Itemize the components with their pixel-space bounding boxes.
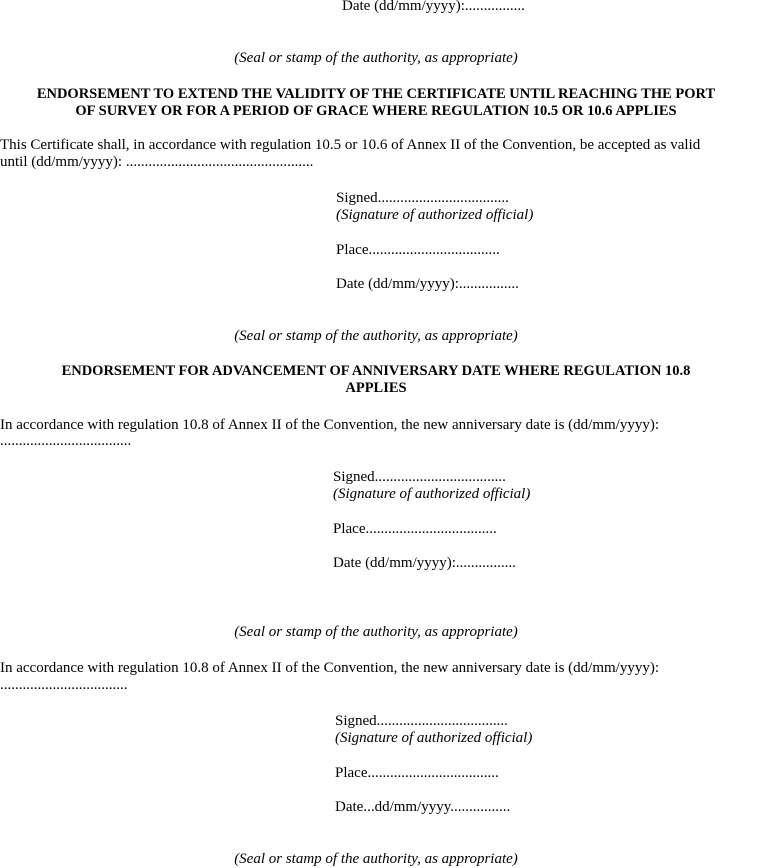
section1-place-line: Place...................................: [336, 242, 500, 258]
section2-heading-line1: ENDORSEMENT FOR ADVANCEMENT OF ANNIVERSARY DATE WHERE REGULATION 10.8: [61, 363, 691, 379]
section2-signed-line: Signed...................................: [333, 469, 506, 485]
section1-heading-line1: ENDORSEMENT TO EXTEND THE VALIDITY OF THE CERTIFICATE UNTIL REACHING THE PORT: [36, 86, 716, 102]
section1-seal-note: (Seal or stamp of the authority, as appropriate): [234, 328, 518, 344]
top-date-line: Date (dd/mm/yyyy):................: [342, 0, 525, 14]
section1-paragraph-line2: until (dd/mm/yyyy): ..................................................: [0, 154, 314, 170]
top-seal-note: (Seal or stamp of the authority, as appropriate): [234, 50, 518, 66]
section2-date-line: Date (dd/mm/yyyy):................: [333, 555, 516, 571]
section3-seal-note: (Seal or stamp of the authority, as appropriate): [234, 851, 518, 867]
section2-signature-note: (Signature of authorized official): [333, 486, 531, 502]
section1-signed-line: Signed...................................: [336, 190, 509, 206]
section3-signature-note: (Signature of authorized official): [335, 730, 533, 746]
section1-signature-note: (Signature of authorized official): [336, 207, 534, 223]
section3-signed-line: Signed...................................: [335, 713, 508, 729]
section1-heading-line2: OF SURVEY OR FOR A PERIOD OF GRACE WHERE REGULATION 10.5 OR 10.6 APPLIES: [75, 103, 677, 119]
section3-place-line: Place...................................: [335, 765, 499, 781]
section1-paragraph-line1: This Certificate shall, in accordance with regulation 10.5 or 10.6 of Annex II of the Convention, be accepted as valid: [0, 137, 701, 153]
section2-paragraph-line2: ...................................: [0, 433, 132, 449]
section2-paragraph-line1: In accordance with regulation 10.8 of Annex II of the Convention, the new anniversary date is (dd/mm/yyyy):: [0, 417, 659, 433]
section3-date-line: Date...dd/mm/yyyy................: [335, 799, 511, 815]
section3-paragraph-line1: In accordance with regulation 10.8 of Annex II of the Convention, the new anniversary date is (dd/mm/yyyy):: [0, 660, 659, 676]
section2-place-line: Place...................................: [333, 521, 497, 537]
section2-heading-line2: APPLIES: [345, 380, 407, 396]
section2-seal-note: (Seal or stamp of the authority, as appropriate): [234, 624, 518, 640]
section3-paragraph-line2: ..................................: [0, 677, 128, 693]
section1-date-line: Date (dd/mm/yyyy):................: [336, 276, 519, 292]
